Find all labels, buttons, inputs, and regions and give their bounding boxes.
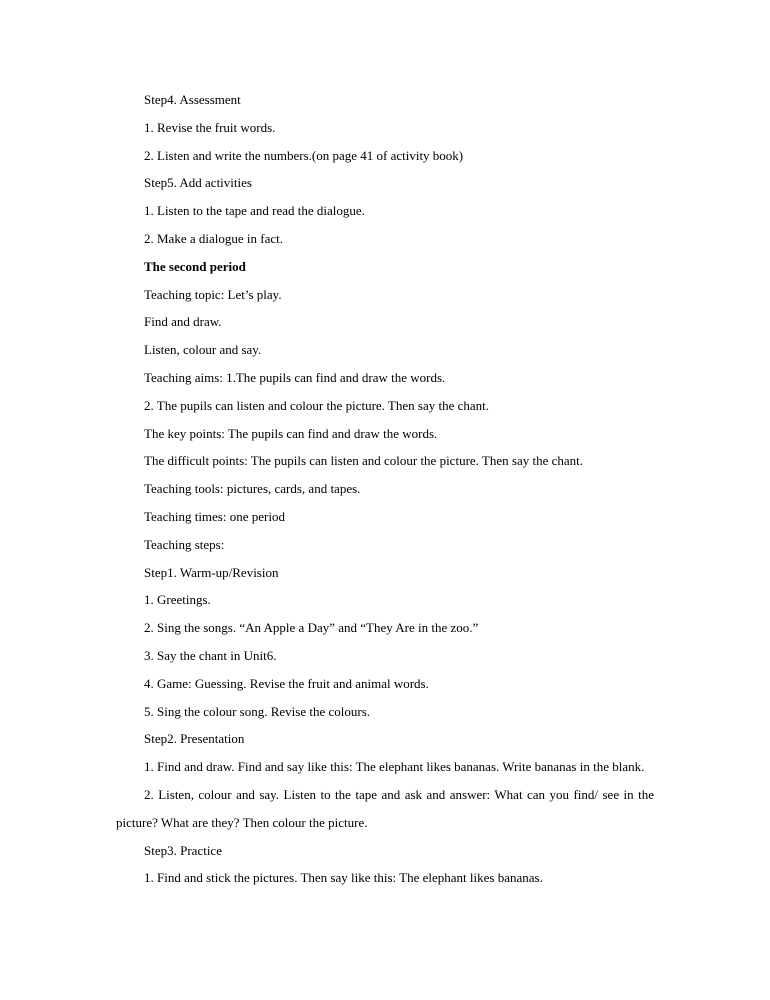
step3-item-1: 1. Find and stick the pictures. Then say like this: The elephant likes bananas. [144,870,543,886]
step1-item-2: 2. Sing the songs. “An Apple a Day” and “They Are in the zoo.” [144,620,479,636]
step4-heading: Step4. Assessment [144,92,241,107]
step3-heading: Step3. Practice [144,842,222,858]
step5-item-1: 1. Listen to the tape and read the dialogue. [144,203,365,219]
step4-item-2: 2. Listen and write the numbers.(on page 41 of activity book) [144,147,464,163]
step1-item-1: 1. Greetings. [144,592,211,608]
step1-item-4: 4. Game: Guessing. Revise the fruit and animal words. [144,675,429,691]
step1-item-5: 5. Sing the colour song. Revise the colours. [144,703,371,719]
teaching-steps: Teaching steps: [144,536,225,552]
section-heading: The second period [144,258,246,274]
document-body [116,89,654,895]
teaching-times: Teaching times: one period [144,508,285,524]
step4-item-1: 1. Revise the fruit words. [144,119,276,135]
step5-item-2: 2. Make a dialogue in fact. [144,230,283,246]
step2-heading: Step2. Presentation [144,731,245,747]
teaching-topic: Teaching topic: Let’s play. [144,286,282,302]
key-points: The key points: The pupils can find and draw the words. [144,425,438,441]
step1-item-3: 3. Say the chant in Unit6. [144,647,277,663]
step2-paragraph-1: 1. Find and draw. Find and say like this: The elephant likes bananas. Write bananas in the blank. [144,759,645,775]
teaching-aims: Teaching aims: 1.The pupils can find and draw the words. [144,369,446,385]
difficult-points: The difficult points: The pupils can listen and colour the picture. Then say the chant. [144,453,584,469]
topic-item-1: Find and draw. [144,314,222,330]
teaching-tools: Teaching tools: pictures, cards, and tapes. [144,481,361,497]
step2-paragraph-2: 2. Listen, colour and say. Listen to the tape and ask and answer: What can you find/ see in the picture? What are they? Then colour the picture. [116,786,654,830]
topic-item-2: Listen, colour and say. [144,342,262,358]
teaching-aims-2: 2. The pupils can listen and colour the picture. Then say the chant. [144,397,490,413]
step1-heading: Step1. Warm-up/Revision [144,564,279,580]
step5-heading: Step5. Add activities [144,175,252,191]
